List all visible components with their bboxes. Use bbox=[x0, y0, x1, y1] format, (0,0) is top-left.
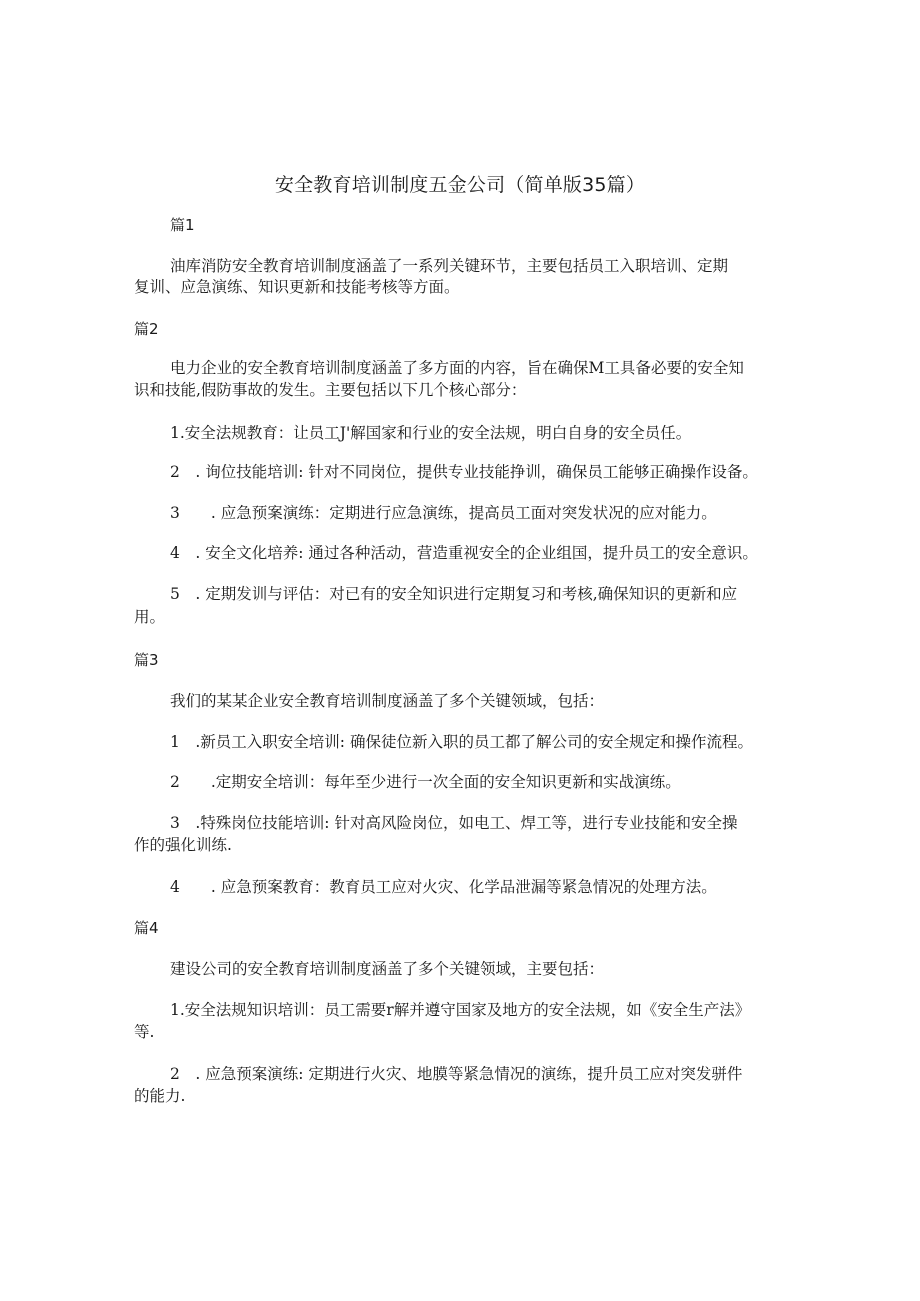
paragraph-line: 我们的某某企业安全教育培训制度涵盖了多个关键领域，包括： bbox=[170, 692, 605, 710]
list-item: 3 .特殊岗位技能培训: 针对高风险岗位，如电工、焊工等，进行专业技能和安全操 bbox=[170, 814, 738, 832]
list-item: 3 . 应急预案演练：定期进行应急演练，提高员工面对突发状况的应对能力。 bbox=[170, 504, 717, 522]
paragraph-line: 复训、应急演练、知识更新和技能考核等方面。 bbox=[134, 278, 460, 296]
list-item: 2 .定期安全培训：每年至少进行一次全面的安全知识更新和实战演练。 bbox=[170, 773, 681, 791]
list-item-continuation: 用。 bbox=[134, 608, 166, 626]
section-heading-4: 篇4 bbox=[134, 919, 159, 937]
paragraph-line: 电力企业的安全教育培训制度涵盖了多方面的内容，旨在确保M工具备必要的安全知 bbox=[170, 359, 744, 377]
list-item-continuation: 作的强化训练. bbox=[134, 836, 232, 854]
paragraph-line: 建设公司的安全教育培训制度涵盖了多个关键领域，主要包括： bbox=[170, 960, 605, 978]
list-item: 2 . 应急预案演练: 定期进行火灾、地膜等紧急情况的演练，提升员工应对突发骈件 bbox=[170, 1065, 743, 1083]
list-item-continuation: 等. bbox=[134, 1023, 155, 1041]
list-item: 2 . 询位技能培训: 针对不同岗位，提供专业技能挣训，确保员工能够正确操作设备。 bbox=[170, 463, 758, 481]
paragraph-line: 油库消防安全教育培训制度涵盖了一系列关键环节，主要包括员工入职培训、定期 bbox=[170, 257, 729, 275]
document-title: 安全教育培训制度五金公司（简单版35篇） bbox=[274, 174, 646, 196]
list-item-continuation: 的能力. bbox=[134, 1087, 186, 1105]
section-heading-1: 篇1 bbox=[170, 216, 195, 234]
list-item: 1.安全法规知识培训：员工需要r解并遵守国家及地方的安全法规，如《安全生产法》 bbox=[170, 1001, 751, 1019]
paragraph-line: 识和技能,假防事故的发生。主要包括以下几个核心部分： bbox=[134, 381, 527, 399]
list-item: 1 .新员工入职安全培训: 确保徒位新入职的员工都了解公司的安全规定和操作流程。 bbox=[170, 733, 753, 751]
list-item: 5 . 定期发训与评估：对已有的安全知识进行定期复习和考核,确保知识的更新和应 bbox=[170, 585, 738, 603]
list-item: 4 . 安全文化培养: 通过各种活动，营造重视安全的企业组国，提升员工的安全意识。 bbox=[170, 544, 758, 562]
list-item: 1.安全法规教育：让员工J'解国家和行业的安全法规，明白自身的安全员任。 bbox=[170, 424, 692, 442]
section-heading-2: 篇2 bbox=[134, 320, 159, 338]
section-heading-3: 篇3 bbox=[134, 651, 159, 669]
list-item: 4 . 应急预案教育：教育员工应对火灾、化学品泄漏等紧急情况的处理方法。 bbox=[170, 878, 717, 896]
